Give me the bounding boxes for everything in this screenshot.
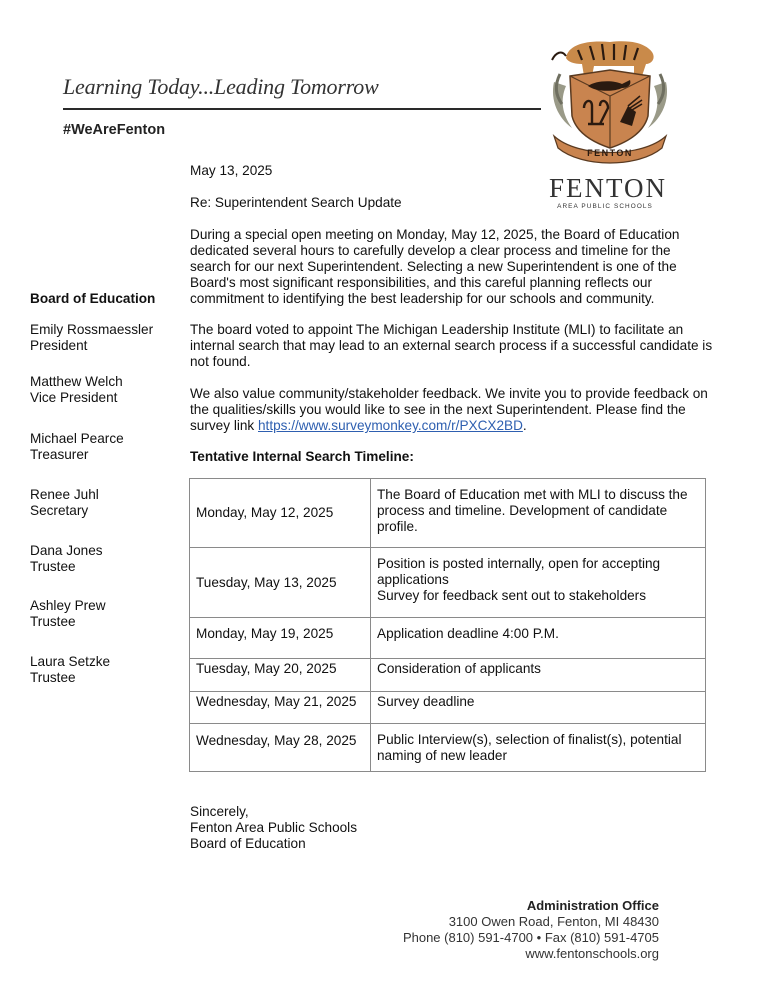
feedback-text: We also value community/stakeholder feedback. We invite you to provide feedback on the qualities/skills you would like to see in the next Superintendent. Please find the survey link [190, 386, 708, 433]
table-row [190, 548, 706, 618]
member-role: Vice President [30, 390, 118, 405]
fenton-crest-icon [548, 30, 672, 168]
description-line: The Board of Education met with MLI to discuss the process and timeline. Development of candidate profile. [377, 487, 688, 534]
board-member [30, 598, 106, 630]
timeline-description [371, 724, 706, 772]
board-member [30, 322, 153, 354]
paragraph-mli: The board voted to appoint The Michigan Leadership Institute (MLI) to facilitate an internal search that may lead to an external search process if a successful candidate is not found. [190, 322, 713, 369]
board-member [30, 431, 124, 463]
signature-org: Fenton Area Public Schools [190, 820, 358, 835]
description-line: Consideration of applicants [377, 661, 541, 676]
timeline-date: Tuesday, May 20, 2025 [190, 659, 371, 692]
tagline: Learning Today...Leading Tomorrow [63, 74, 379, 99]
board-member [30, 487, 99, 519]
timeline-date: Wednesday, May 28, 2025 [190, 724, 371, 772]
timeline-description [371, 618, 706, 659]
member-role: President [30, 338, 88, 353]
board-member [30, 543, 103, 575]
letter-date: May 13, 2025 [190, 163, 273, 178]
admin-office-block [403, 898, 659, 962]
admin-phone-fax: Phone (810) 591-4700 • Fax (810) 591-4705 [402, 930, 659, 945]
fenton-crest-logo [548, 30, 672, 168]
header-divider [63, 108, 541, 110]
description-line: Position is posted internally, open for accepting applications [377, 556, 661, 587]
paragraph-feedback [190, 386, 715, 434]
timeline-heading: Tentative Internal Search Timeline: [190, 449, 414, 464]
timeline-date: Tuesday, May 13, 2025 [190, 548, 371, 618]
member-name: Matthew Welch [30, 374, 123, 389]
member-role: Trustee [30, 670, 76, 685]
survey-link[interactable]: https://www.surveymonkey.com/r/PXCX2BD [258, 418, 523, 433]
brand-name: FENTON [549, 173, 668, 203]
table-row [190, 659, 706, 692]
admin-address: 3100 Owen Road, Fenton, MI 48430 [448, 914, 659, 929]
board-member [30, 374, 123, 406]
description-line: Survey deadline [377, 694, 475, 709]
timeline-date: Wednesday, May 21, 2025 [190, 692, 371, 724]
member-role: Secretary [30, 503, 89, 518]
table-row [190, 724, 706, 772]
feedback-suffix: . [522, 418, 527, 433]
timeline-description [371, 659, 706, 692]
salutation: Sincerely, [190, 804, 249, 819]
board-title: Board of Education [30, 291, 156, 306]
hashtag: #WeAreFenton [63, 122, 166, 138]
table-row [190, 692, 706, 724]
admin-website[interactable]: www.fentonschools.org [525, 946, 659, 961]
table-row [190, 479, 706, 548]
svg-text:FENTON: FENTON [587, 148, 633, 158]
closing-block [190, 804, 357, 852]
signature-body: Board of Education [190, 836, 306, 851]
description-line: Public Interview(s), selection of finalist(s), potential naming of new leader [377, 732, 682, 763]
letter-subject: Re: Superintendent Search Update [190, 195, 402, 210]
member-name: Laura Setzke [30, 654, 111, 669]
member-role: Treasurer [30, 447, 89, 462]
member-name: Renee Juhl [30, 487, 99, 502]
timeline-description [371, 692, 706, 724]
timeline-description [371, 548, 706, 618]
description-line: Survey for feedback sent out to stakeholders [377, 588, 647, 603]
timeline-table [189, 478, 706, 772]
description-line: Application deadline 4:00 P.M. [377, 626, 559, 641]
member-name: Ashley Prew [30, 598, 106, 613]
district-wordmark [549, 173, 668, 210]
timeline-description [371, 479, 706, 548]
board-member [30, 654, 110, 686]
admin-office-title: Administration Office [526, 898, 659, 913]
member-role: Trustee [30, 559, 76, 574]
brand-subtitle: AREA PUBLIC SCHOOLS [557, 203, 653, 210]
member-name: Emily Rossmaessler [30, 322, 154, 337]
timeline-date: Monday, May 19, 2025 [190, 618, 371, 659]
table-row [190, 618, 706, 659]
member-name: Dana Jones [30, 543, 103, 558]
paragraph-meeting: During a special open meeting on Monday, May 12, 2025, the Board of Education dedicated several hours to carefully develop a clear process and timeline for the search for our next Superintendent. Selecting a new Superintendent is one of the Board's most significant responsibilities, and this careful planning reflects our commitment to identifying the best leadership for our schools and community. [190, 227, 680, 306]
member-role: Trustee [30, 614, 76, 629]
member-name: Michael Pearce [30, 431, 124, 446]
timeline-date: Monday, May 12, 2025 [190, 479, 371, 548]
